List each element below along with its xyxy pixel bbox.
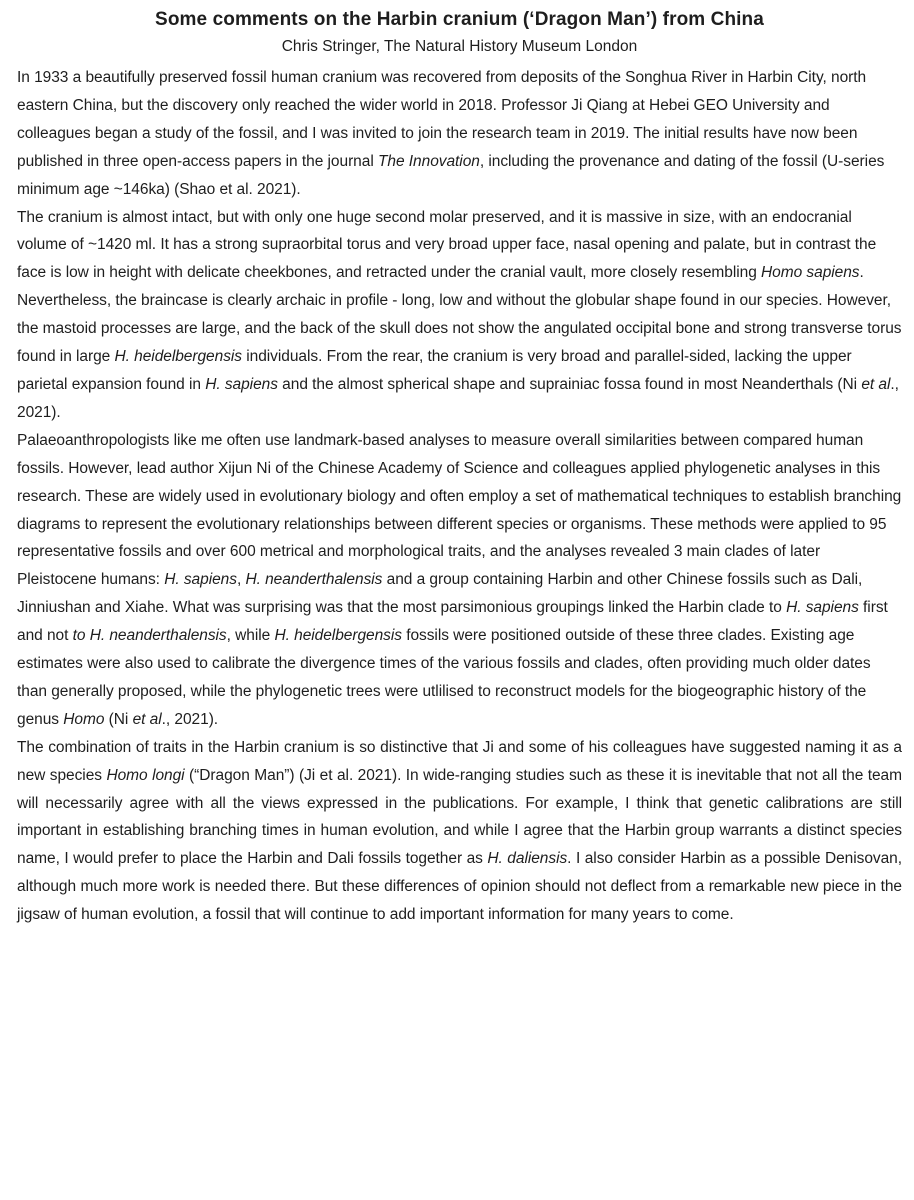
italic-run: et al — [132, 710, 162, 728]
paragraph-1 — [17, 64, 902, 204]
italic-run: H. neanderthalensis — [245, 571, 383, 589]
italic-run: H. daliensis — [487, 850, 568, 868]
paragraph-3 — [17, 427, 902, 734]
text-run: . Nevertheless, the braincase is clearly archaic in profile - long, low and without the globular shape found in our species. However, the mastoid processes are large, and the back of the skull does not show the angulated occipital bone and strong transverse torus found in large — [17, 264, 902, 366]
text-run: , including the provenance and dating of the fossil (U-series minimum age ~146ka) (Shao et al. 2021). — [17, 152, 885, 198]
italic-run: to H. neanderthalensis — [72, 627, 227, 645]
italic-run: H. sapiens — [786, 599, 859, 617]
italic-run: H. sapiens — [164, 571, 237, 589]
document-title: Some comments on the Harbin cranium (‘Dragon Man’) from China — [155, 9, 764, 30]
italic-run: Homo longi — [106, 766, 185, 784]
text-run: ., 2021). — [161, 710, 219, 728]
text-run: (“Dragon Man”) (Ji et al. 2021). In wide-ranging studies such as these it is inevitable that not all the team will necessarily agree with all the views expressed in the publications. For example, I think that genetic calibrations are still important in establishing branching times in human evolution, and while I agree that the Harbin group warrants a distinct species name, I would prefer to place the Harbin and Dali fossils together as — [17, 766, 902, 868]
italic-run: et al — [861, 375, 891, 393]
text-run: individuals. From the rear, the cranium is very broad and parallel-sided, lacking the upper parietal expansion found in — [17, 348, 852, 393]
text-run: . I also consider Harbin as a possible Denisovan, although much more work is needed there. But these differences of opinion should not deflect from a remarkable new piece in the jigsaw of human evolution, a fossil that will continue to add important information for many years to come. — [17, 850, 902, 924]
text-run: first and not — [17, 599, 888, 645]
text-run: and the almost spherical shape and suprainiac fossa found in most Neanderthals (Ni — [277, 375, 862, 393]
text-run: , — [236, 571, 246, 589]
paragraph-4 — [17, 734, 902, 929]
text-run: ., 2021). — [17, 375, 899, 421]
text-run: fossils were positioned outside of these three clades. Existing age estimates were also used to calibrate the divergence times of the various fossils and clades, often providing much older dates than generally proposed, while the phylogenetic trees were utlilised to reconstruct models for the biogeographic history of the genus — [17, 627, 871, 728]
italic-run: H. heidelbergensis — [274, 627, 402, 645]
italic-run: Homo sapiens — [761, 264, 860, 282]
text-run: The cranium is almost intact, but with only one huge second molar preserved, and it is massive in size, with an endocranial volume of ~1420 ml. It has a strong supraorbital torus and very broad upper face, nasal opening and palate, but in contrast the face is low in height with delicate cheekbones, and retracted under the cranial vault, more closely resembling — [17, 208, 877, 282]
text-run: Palaeoanthropologists like me often use landmark-based analyses to measure overall similarities between compared human fossils. However, lead author Xijun Ni of the Chinese Academy of Science and colleagues applied phylogenetic analyses in this research. These are widely used in evolutionary biology and often employ a set of mathematical techniques to establish branching diagrams to represent the evolutionary relationships between different species or organisms. These methods were applied to 95 representative fossils and over 600 metrical and morphological traits, and the analyses revealed 3 main clades of later Pleistocene humans: — [17, 431, 902, 589]
text-run: and a group containing Harbin and other Chinese fossils such as Dali, Jinniushan and Xiahe. What was surprising was that the most parsimonious groupings linked the Harbin clade to — [17, 571, 863, 617]
author-line: Chris Stringer, The Natural History Museum London — [281, 38, 638, 55]
italic-run: H. heidelbergensis — [114, 348, 242, 366]
paragraph-2 — [17, 204, 902, 427]
italic-run: H. sapiens — [205, 375, 278, 393]
text-run: The combination of traits in the Harbin cranium is so distinctive that Ji and some of his colleagues have suggested naming it as a new species — [17, 738, 902, 784]
text-run: , while — [226, 627, 275, 645]
italic-run: Homo — [63, 710, 105, 728]
text-run: In 1933 a beautifully preserved fossil human cranium was recovered from deposits of the Songhua River in Harbin City, north eastern China, but the discovery only reached the wider world in 2018. Professor Ji Qiang at Hebei GEO University and colleagues began a study of the fossil, and I was invited to join the research team in 2019. The initial results have now been published in three open-access papers in the journal — [17, 69, 867, 170]
text-run: (Ni — [104, 710, 133, 728]
italic-run: The Innovation — [377, 152, 480, 170]
